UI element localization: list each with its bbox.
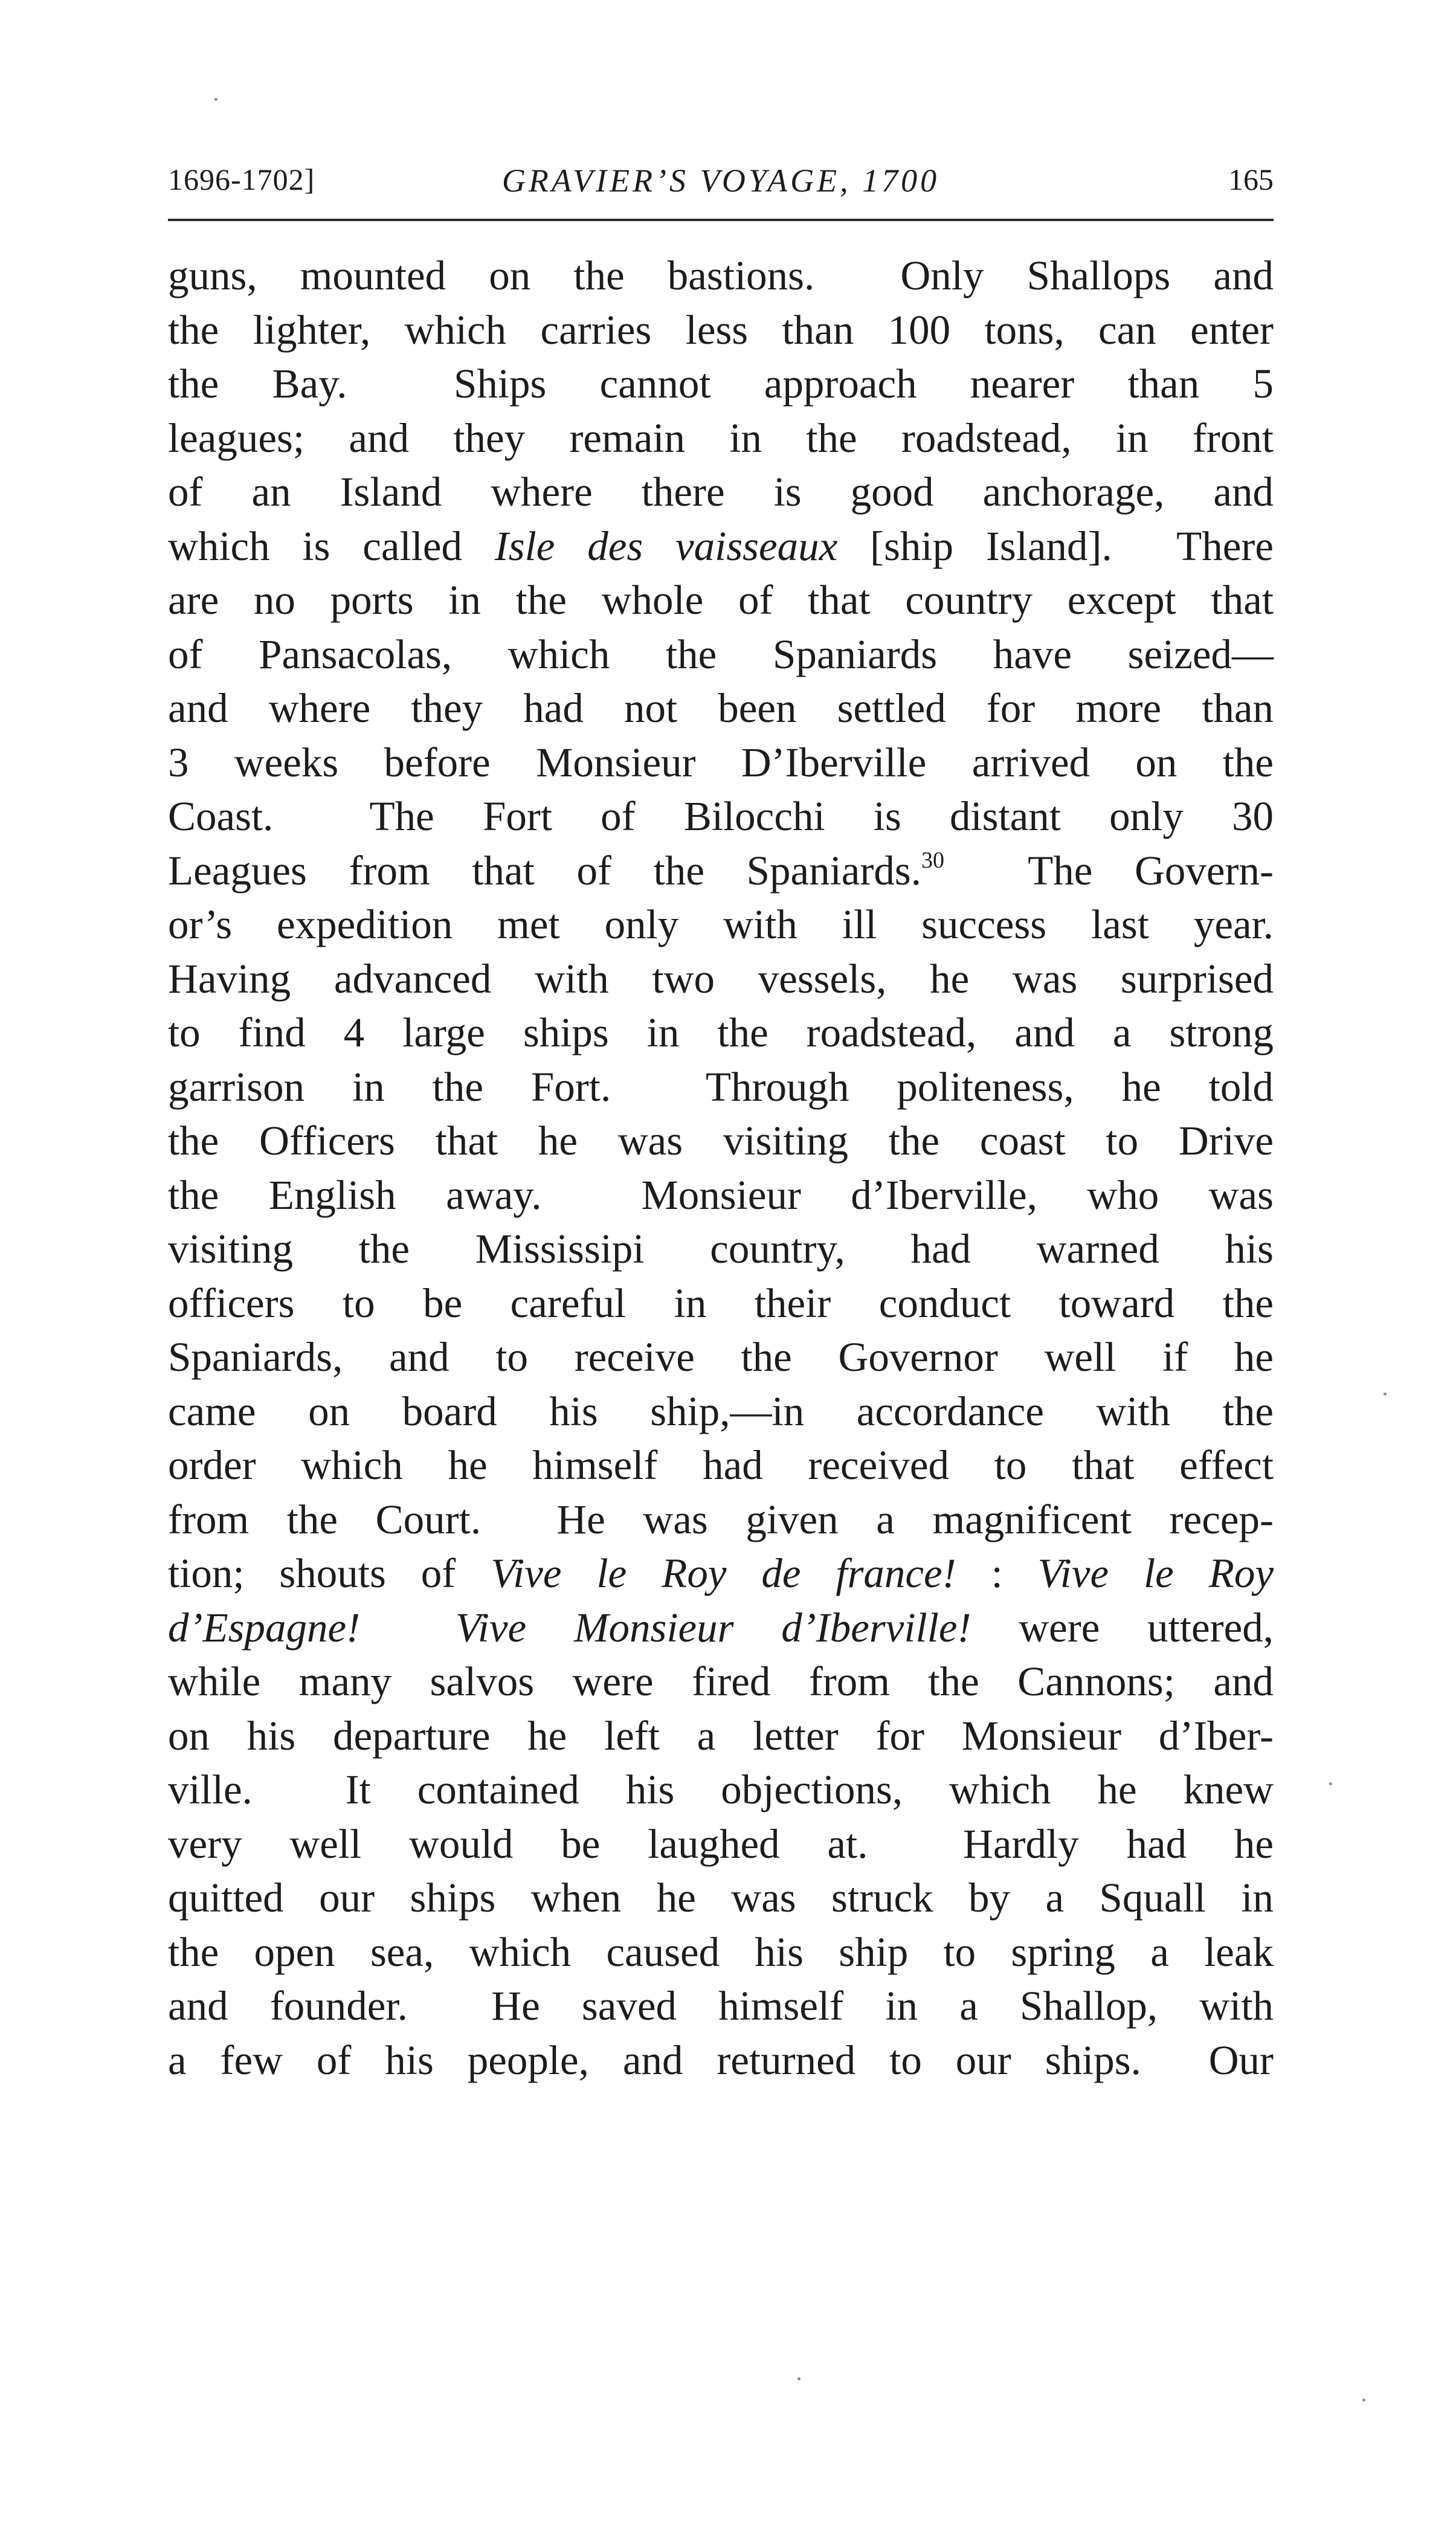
text-line [168,303,1274,358]
text-segment: order which he himself had received to that effect [168,1442,1274,1488]
text-segment: [ship Island]. There [837,523,1274,569]
text-segment: Coast. The Fort of Bilocchi is distant only 30 [168,793,1274,839]
text-line [168,1006,1274,1060]
print-speck [797,2377,800,2380]
text-segment: to find 4 large ships in the roadstead, and a strong [168,1010,1274,1055]
text-line [168,1439,1274,1493]
text-line [168,1493,1274,1547]
italic-text: Vive Monsieur d’Iberville! [455,1604,971,1651]
text-line [168,1871,1274,1925]
text-line [168,1763,1274,1817]
text-segment: quitted our ships when he was struck by a Squall in [168,1875,1274,1921]
text-line [168,249,1274,303]
text-segment: visiting the Mississipi country, had warned his [168,1226,1274,1272]
text-line [168,1655,1274,1709]
text-segment: leagues; and they remain in the roadstead, in front [168,414,1274,461]
text-segment: the Officers that he was visiting the coast to Drive [168,1118,1274,1164]
text-line [168,1925,1274,1980]
header-date-range: 1696-1702] [168,163,315,196]
text-segment: or’s expedition met only with ill success last year. [168,901,1274,947]
text-line [168,952,1274,1007]
text-segment: came on board his ship,—in accordance with the [168,1388,1274,1434]
text-line [168,573,1274,628]
italic-text: Isle des vaisseaux [494,523,838,569]
text-line [168,1277,1274,1331]
text-segment: the English away. Monsieur d’Iberville, who was [168,1171,1274,1218]
text-segment: guns, mounted on the bastions. Only Shallops and [168,253,1274,298]
text-segment: are no ports in the whole of that country except that [168,577,1274,623]
print-speck [1329,1782,1332,1785]
italic-text: Vive le Roy de france! [491,1550,956,1596]
text-line [168,465,1274,520]
text-segment [360,1605,456,1651]
text-segment: the Bay. Ships cannot approach nearer than 5 [168,361,1274,407]
text-segment: while many salvos were fired from the Cannons; and [168,1658,1274,1704]
running-header [168,162,1274,210]
text-segment: Having advanced with two vessels, he was surprised [168,955,1274,1002]
text-line [168,1979,1274,2034]
text-segment: tion; shouts of [168,1550,491,1596]
body-paragraph [168,249,1274,2087]
footnote-ref: 30 [921,847,945,873]
text-line [168,736,1274,790]
text-line [168,357,1274,411]
italic-text: d’Espagne! [168,1604,361,1651]
text-line [168,1114,1274,1168]
text-line [168,1547,1274,1601]
text-segment: : [956,1550,1038,1596]
text-line [168,1330,1274,1385]
print-speck [1362,2399,1365,2402]
text-segment: a few of his people, and returned to our ships. Our [168,2037,1274,2083]
text-segment: Spaniards, and to receive the Governor well if he [168,1334,1274,1380]
text-segment: of Pansacolas, which the Spaniards have seized— [168,631,1274,677]
text-segment: the lighter, which carries less than 100 tons, can enter [168,306,1274,353]
text-line [168,844,1274,898]
text-line [168,681,1274,736]
text-line [168,1709,1274,1764]
text-line [168,411,1274,466]
text-line [168,520,1274,574]
text-line [168,1601,1274,1655]
text-segment: which is called [168,523,495,569]
text-line [168,1817,1274,1872]
text-segment: very well would be laughed at. Hardly had he [168,1820,1274,1867]
text-segment: were uttered, [971,1604,1274,1651]
text-line [168,898,1274,952]
page-number: 165 [1228,163,1274,196]
text-segment: ville. It contained his objections, which he knew [168,1767,1274,1812]
text-segment: and founder. He saved himself in a Shallop, with [168,1983,1274,2029]
text-segment: Leagues from that of the Spaniards. [168,847,922,894]
text-segment: The Govern- [944,847,1274,894]
text-segment: 3 weeks before Monsieur D’Iberville arrived on the [168,739,1274,785]
text-segment: of an Island where there is good anchorage, and [168,469,1274,515]
text-line [168,1385,1274,1439]
text-line [168,1060,1274,1115]
text-segment: on his departure he left a letter for Monsieur d’Iber- [168,1712,1274,1759]
text-line [168,1168,1274,1223]
header-title: GRAVIER’S VOYAGE, 1700 [501,163,940,199]
text-segment: the open sea, which caused his ship to spring a leak [168,1928,1274,1975]
text-line [168,2034,1274,2088]
print-speck [214,98,217,101]
text-line [168,790,1274,844]
text-segment: garrison in the Fort. Through politeness, he told [168,1063,1274,1110]
text-line [168,1222,1274,1277]
print-speck [1384,1393,1387,1396]
text-segment: officers to be careful in their conduct toward the [168,1280,1274,1326]
text-segment: and where they had not been settled for more than [168,685,1274,731]
header-rule [168,219,1274,221]
text-line [168,628,1274,682]
italic-text: Vive le Roy [1037,1550,1274,1596]
text-segment: from the Court. He was given a magnificent recep- [168,1496,1274,1542]
